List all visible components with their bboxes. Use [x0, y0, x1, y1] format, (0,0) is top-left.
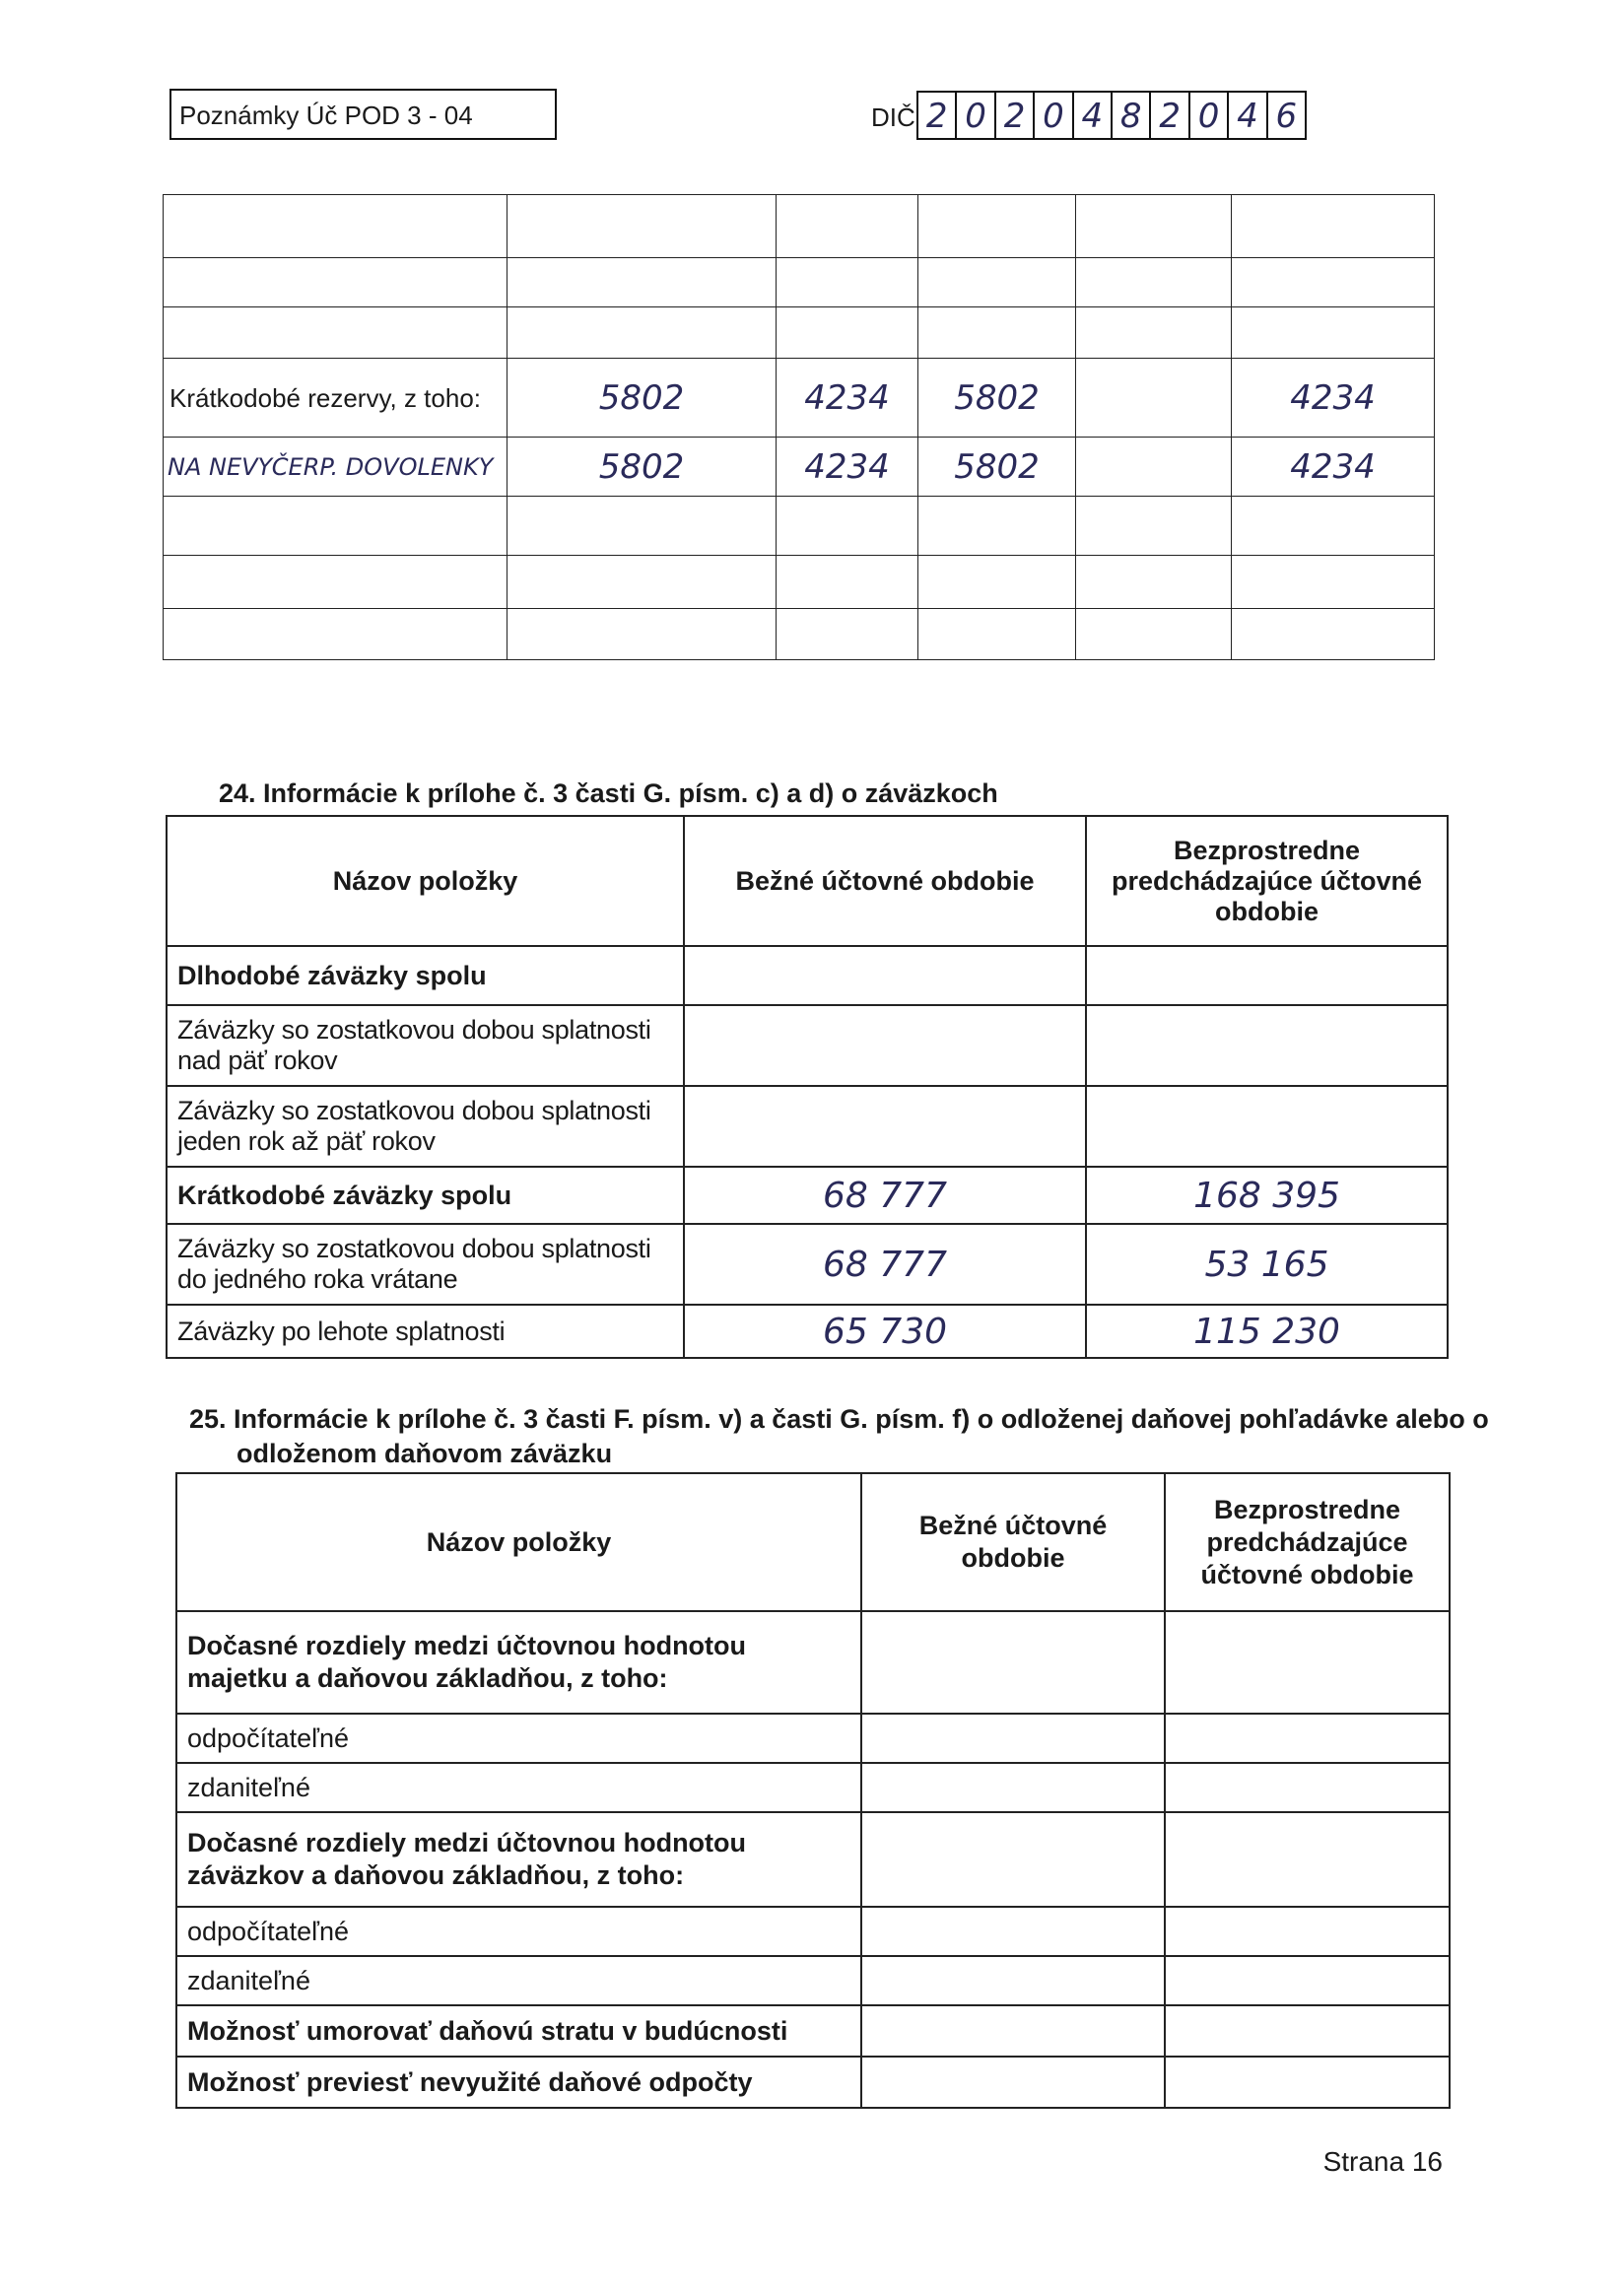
table-row	[167, 1167, 1448, 1224]
current-value-cell	[861, 1714, 1165, 1763]
current-value-cell: 68 777	[684, 1224, 1086, 1305]
item-name-cell: Krátkodobé záväzky spolu	[167, 1167, 684, 1224]
value-cell	[918, 258, 1076, 307]
item-name-cell: Dočasné rozdiely medzi účtovnou hodnotou záväzkov a daňovou základňou, z toho:	[176, 1812, 861, 1907]
table-row	[164, 497, 1435, 556]
form-label-box	[169, 89, 557, 140]
dic-digit: 0	[1033, 93, 1071, 138]
dic-label: DIČ	[871, 102, 915, 132]
table-row	[164, 195, 1435, 258]
table-row	[176, 1611, 1450, 1714]
value-cell	[1232, 497, 1435, 556]
value-cell	[1232, 307, 1435, 359]
row-label-cell: Krátkodobé rezervy, z toho:	[164, 359, 508, 438]
row-label-cell	[164, 497, 508, 556]
previous-value-cell	[1165, 1611, 1450, 1714]
value-cell: 5802	[508, 438, 777, 497]
current-value-cell: 68 777	[684, 1167, 1086, 1224]
value-cell	[508, 556, 777, 609]
value-cell	[1232, 195, 1435, 258]
page-number: Strana 16	[1322, 2146, 1443, 2177]
table-row	[167, 946, 1448, 1005]
dic-digit: 2	[925, 97, 948, 136]
table-row	[176, 2057, 1450, 2108]
previous-value-cell	[1086, 1086, 1448, 1167]
value-cell	[508, 195, 777, 258]
value-cell	[508, 307, 777, 359]
table-row	[176, 1956, 1450, 2005]
previous-value-cell	[1165, 1812, 1450, 1907]
row-label-cell	[164, 195, 508, 258]
value-cell: 5802	[508, 359, 777, 438]
value-cell	[918, 195, 1076, 258]
value-cell	[777, 307, 918, 359]
current-value-cell	[861, 1763, 1165, 1812]
table-row	[167, 1005, 1448, 1086]
value-cell	[1076, 359, 1232, 438]
current-value-cell	[861, 1907, 1165, 1956]
column-header-name: Názov položky	[167, 816, 684, 946]
table-row	[164, 258, 1435, 307]
previous-value-cell	[1086, 946, 1448, 1005]
table-row	[164, 307, 1435, 359]
current-value-cell	[684, 1086, 1086, 1167]
table-header-row	[167, 816, 1448, 946]
item-name-cell: Záväzky so zostatkovou dobou splatnosti nad päť rokov	[167, 1005, 684, 1086]
value-cell: 4234	[1232, 438, 1435, 497]
item-name-cell: Dočasné rozdiely medzi účtovnou hodnotou majetku a daňovou základňou, z toho:	[176, 1611, 861, 1714]
value-cell: 5802	[918, 359, 1076, 438]
row-label-cell	[164, 258, 508, 307]
deferred-tax-table	[175, 1472, 1451, 2109]
table-row	[176, 1812, 1450, 1907]
column-header-previous: Bezprostredne predchádzajúce účtovné obdobie	[1086, 816, 1448, 946]
previous-value-cell	[1165, 2057, 1450, 2108]
value-cell	[918, 307, 1076, 359]
item-name-cell: Možnosť umorovať daňovú stratu v budúcnosti	[176, 2005, 861, 2057]
section-25-title-line1: 25. Informácie k prílohe č. 3 časti F. písm. v) a časti G. písm. f) o odloženej daňovej pohľadávke alebo o	[189, 1404, 1489, 1434]
dic-digit: 0	[1188, 93, 1227, 138]
dic-field	[916, 91, 1307, 140]
table-row	[167, 1086, 1448, 1167]
current-value-cell	[861, 1611, 1165, 1714]
previous-value-cell: 53 165	[1086, 1224, 1448, 1305]
value-cell	[1232, 258, 1435, 307]
item-name-cell: Dlhodobé záväzky spolu	[167, 946, 684, 1005]
row-label-cell	[164, 556, 508, 609]
table-row	[164, 438, 1435, 497]
current-value-cell: 65 730	[684, 1305, 1086, 1358]
column-header-name: Názov položky	[176, 1473, 861, 1611]
value-cell	[1076, 307, 1232, 359]
dic-digit: 2	[1149, 93, 1187, 138]
previous-value-cell	[1165, 1956, 1450, 2005]
item-name-cell: Záväzky so zostatkovou dobou splatnosti do jedného roka vrátane	[167, 1224, 684, 1305]
dic-digit: 4	[1227, 93, 1265, 138]
value-cell: 4234	[1232, 359, 1435, 438]
value-cell	[1076, 556, 1232, 609]
section-24-title: 24. Informácie k prílohe č. 3 časti G. písm. c) a d) o záväzkoch	[219, 778, 998, 808]
value-cell	[777, 497, 918, 556]
item-name-cell: zdaniteľné	[176, 1956, 861, 2005]
value-cell	[1232, 556, 1435, 609]
value-cell	[508, 497, 777, 556]
value-cell	[1076, 438, 1232, 497]
form-label: Poznámky Úč POD 3 - 04	[179, 101, 473, 130]
previous-value-cell	[1165, 1714, 1450, 1763]
table-row	[176, 1714, 1450, 1763]
table-row	[164, 359, 1435, 438]
table-header-row	[176, 1473, 1450, 1611]
value-cell	[1232, 609, 1435, 660]
reserves-table	[163, 194, 1435, 660]
value-cell	[918, 556, 1076, 609]
column-header-current: Bežné účtovné obdobie	[861, 1473, 1165, 1611]
value-cell	[918, 497, 1076, 556]
current-value-cell	[684, 946, 1086, 1005]
dic-digit: 2	[994, 93, 1033, 138]
value-cell: 4234	[777, 359, 918, 438]
table-row	[176, 1907, 1450, 1956]
table-row	[167, 1224, 1448, 1305]
value-cell	[1076, 497, 1232, 556]
value-cell: 5802	[918, 438, 1076, 497]
item-name-cell: odpočítateľné	[176, 1907, 861, 1956]
column-header-previous: Bezprostredne predchádzajúce účtovné obdobie	[1165, 1473, 1450, 1611]
value-cell: 4234	[777, 438, 918, 497]
table-row	[176, 1763, 1450, 1812]
value-cell	[1076, 609, 1232, 660]
previous-value-cell	[1165, 2005, 1450, 2057]
table-row	[176, 2005, 1450, 2057]
item-name-cell: odpočítateľné	[176, 1714, 861, 1763]
value-cell	[777, 258, 918, 307]
previous-value-cell	[1086, 1005, 1448, 1086]
section-25-title-line2: odloženom daňovom záväzku	[237, 1439, 613, 1468]
row-label-cell: NA NEVYČERP. DOVOLENKY	[164, 438, 508, 497]
current-value-cell	[861, 2057, 1165, 2108]
current-value-cell	[861, 1956, 1165, 2005]
item-name-cell: zdaniteľné	[176, 1763, 861, 1812]
dic-digit: 6	[1266, 93, 1305, 138]
item-name-cell: Záväzky so zostatkovou dobou splatnosti jeden rok až päť rokov	[167, 1086, 684, 1167]
value-cell	[777, 556, 918, 609]
previous-value-cell: 168 395	[1086, 1167, 1448, 1224]
table-row	[164, 556, 1435, 609]
current-value-cell	[861, 1812, 1165, 1907]
table-row	[167, 1305, 1448, 1358]
column-header-current: Bežné účtovné obdobie	[684, 816, 1086, 946]
table-row	[164, 609, 1435, 660]
value-cell	[1076, 195, 1232, 258]
value-cell	[777, 195, 918, 258]
value-cell	[508, 609, 777, 660]
row-label-cell	[164, 609, 508, 660]
value-cell	[508, 258, 777, 307]
previous-value-cell	[1165, 1907, 1450, 1956]
value-cell	[1076, 258, 1232, 307]
liabilities-table	[166, 815, 1449, 1359]
current-value-cell	[861, 2005, 1165, 2057]
dic-digit: 4	[1072, 93, 1111, 138]
previous-value-cell	[1165, 1763, 1450, 1812]
previous-value-cell: 115 230	[1086, 1305, 1448, 1358]
value-cell	[777, 609, 918, 660]
row-label-cell	[164, 307, 508, 359]
item-name-cell: Možnosť previesť nevyužité daňové odpočty	[176, 2057, 861, 2108]
dic-digit: 8	[1111, 93, 1149, 138]
current-value-cell	[684, 1005, 1086, 1086]
dic-digit: 0	[955, 93, 993, 138]
item-name-cell: Záväzky po lehote splatnosti	[167, 1305, 684, 1358]
value-cell	[918, 609, 1076, 660]
